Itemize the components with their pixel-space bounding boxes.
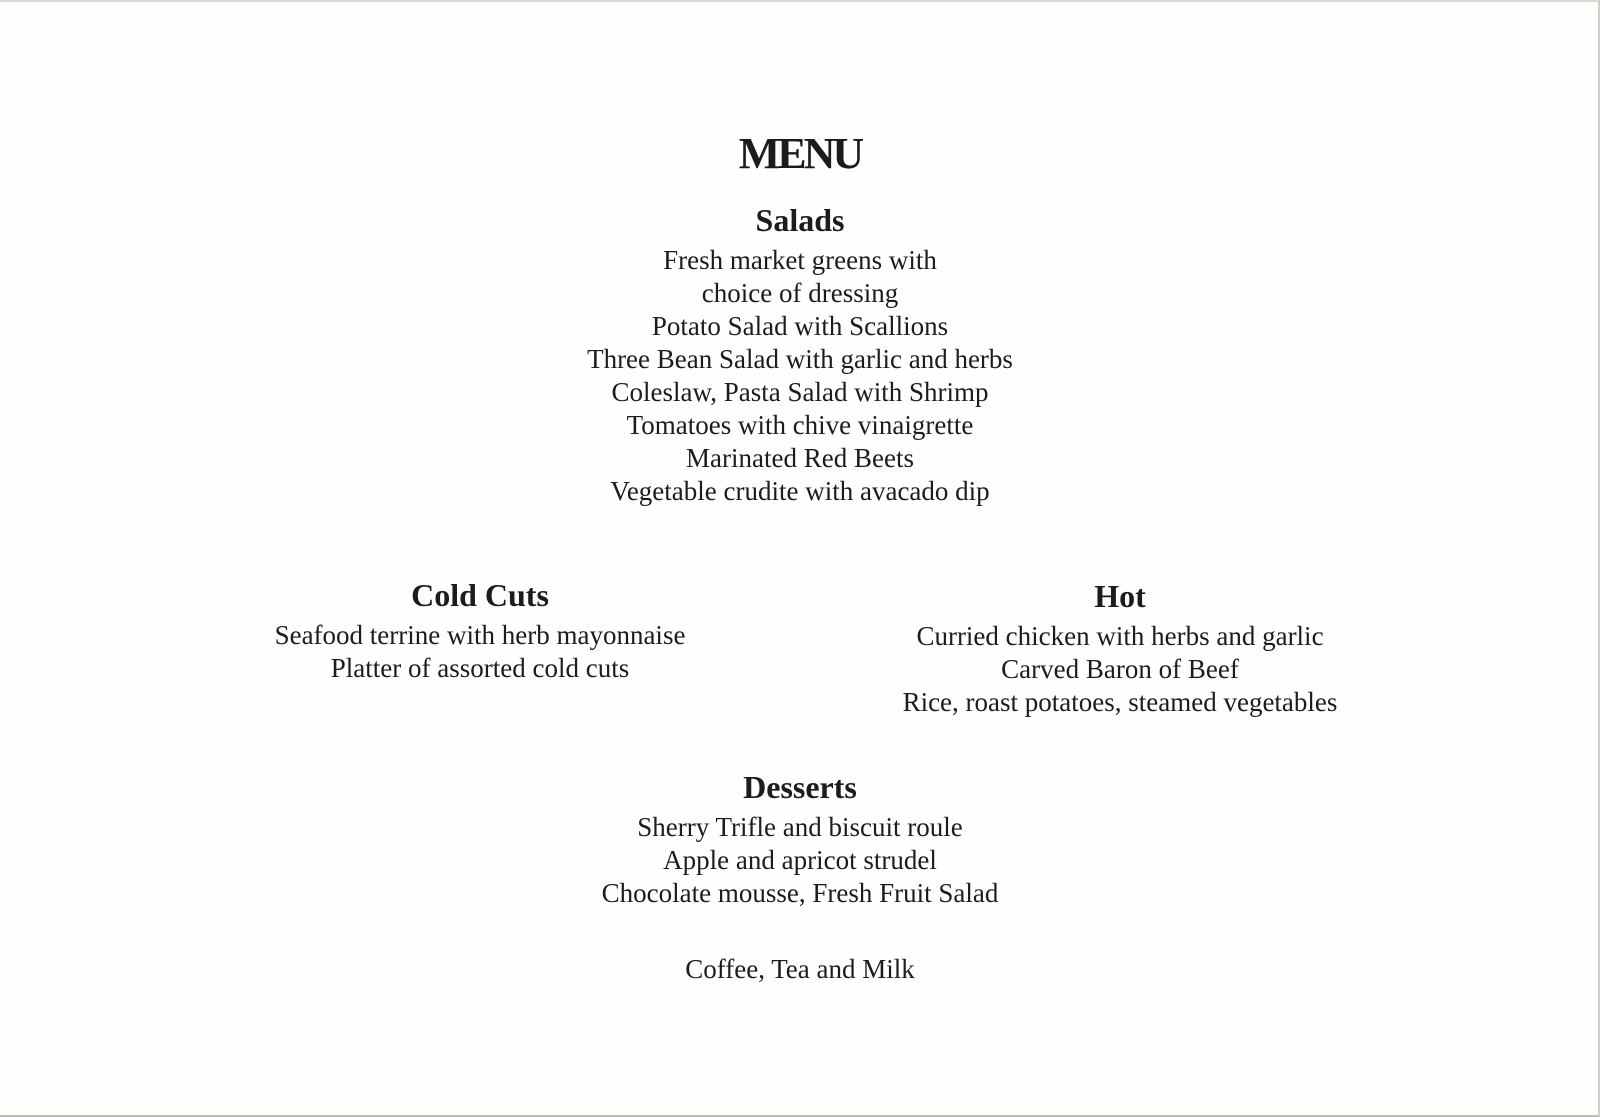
menu-title: MENU [738,129,862,178]
cold-cuts-heading: Cold Cuts [411,577,549,613]
desserts-heading: Desserts [743,769,857,805]
menu-item: Apple and apricot strudel [663,845,937,875]
menu-item: choice of dressing [701,278,899,308]
menu-item: Chocolate mousse, Fresh Fruit Salad [601,878,999,908]
menu-item: Rice, roast potatoes, steamed vegetables [902,687,1338,717]
beverages-section [500,953,1100,986]
menu-item: Platter of assorted cold cuts [330,653,630,683]
menu-item: Fresh market greens with [663,245,937,275]
menu-item: Coleslaw, Pasta Salad with Shrimp [611,377,989,407]
menu-item: Three Bean Salad with garlic and herbs [587,344,1013,374]
menu-item: Vegetable crudite with avacado dip [610,476,990,506]
desserts-section [500,769,1100,910]
menu-item: Sherry Trifle and biscuit roule [637,812,963,842]
beverages-line: Coffee, Tea and Milk [685,954,915,984]
menu-item: Tomatoes with chive vinaigrette [626,410,974,440]
hot-section [840,578,1400,719]
hot-heading: Hot [1094,578,1146,614]
menu-item: Potato Salad with Scallions [651,311,949,341]
menu-item: Carved Baron of Beef [1001,654,1239,684]
menu-item: Seafood terrine with herb mayonnaise [274,620,686,650]
cold-cuts-section [200,577,760,685]
menu-item: Marinated Red Beets [686,443,914,473]
salads-section [500,202,1100,508]
salads-heading: Salads [755,202,845,238]
menu-item: Curried chicken with herbs and garlic [916,621,1324,651]
menu-title-block [600,129,1000,178]
